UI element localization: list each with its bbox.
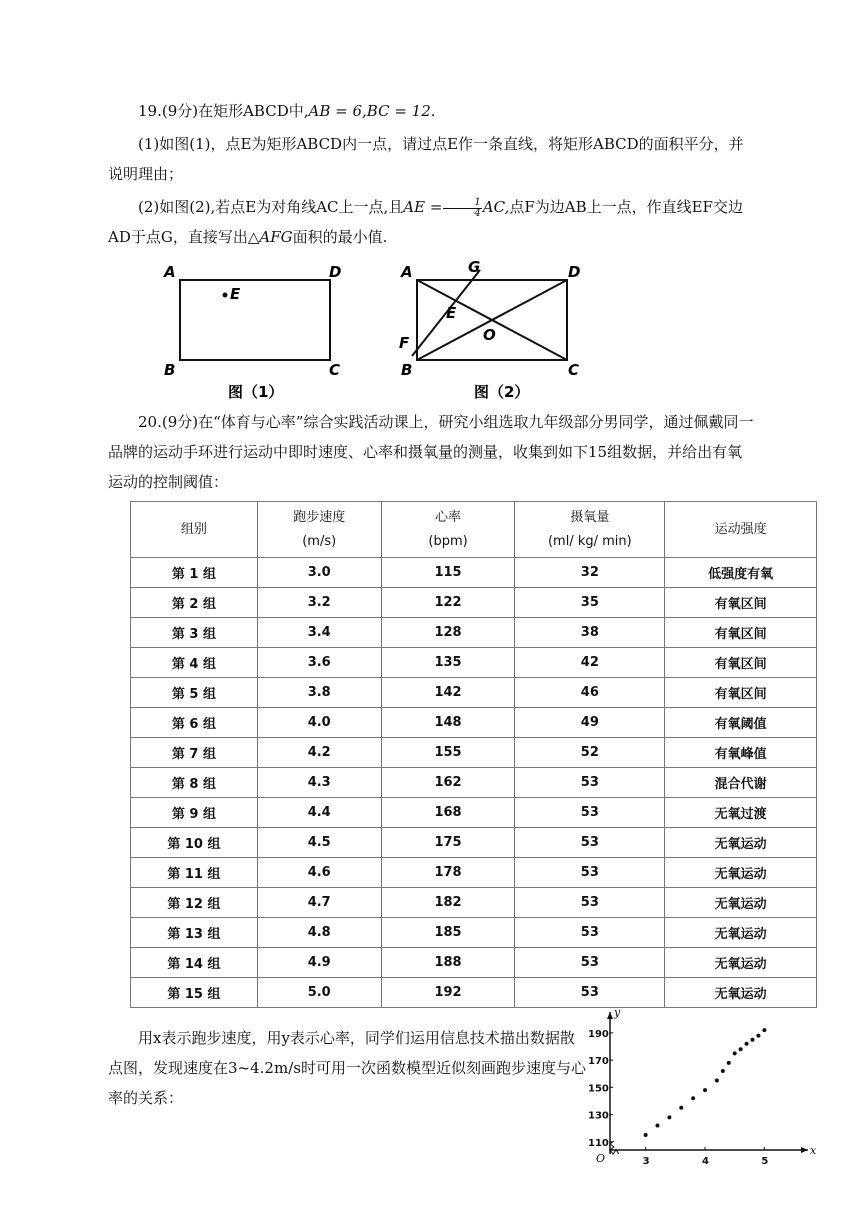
table-cell: 178: [381, 858, 515, 888]
table-cell: 38: [515, 618, 665, 648]
q19-part2-fraction: [443, 198, 481, 219]
table-cell: 第 5 组: [131, 678, 258, 708]
label-e: E: [230, 285, 241, 303]
table-cell: 53: [515, 888, 665, 918]
y-tick-label: 130: [588, 1110, 609, 1122]
table-cell: 无氧运动: [665, 888, 817, 918]
header-heart-rate: [381, 502, 515, 558]
table-cell: 5.0: [257, 978, 381, 1008]
label-a: A: [401, 263, 413, 281]
table-cell: 53: [515, 978, 665, 1008]
table-cell: 42: [515, 648, 665, 678]
fraction-denominator: 4: [474, 207, 481, 219]
table-cell: 有氧峰值: [665, 738, 817, 768]
header-oxygen: [515, 502, 665, 558]
data-point: [727, 1061, 731, 1065]
label-g: G: [468, 258, 481, 276]
table-cell: 4.8: [257, 918, 381, 948]
point-e: [223, 293, 228, 298]
data-point: [733, 1051, 737, 1055]
table-cell: 53: [515, 858, 665, 888]
table-row: [131, 588, 817, 618]
table-cell: 第 8 组: [131, 768, 258, 798]
label-e: E: [446, 304, 457, 322]
data-point: [721, 1069, 725, 1073]
table-body: [131, 558, 817, 1008]
table-cell: 185: [381, 918, 515, 948]
label-o: O: [483, 326, 496, 344]
header-intensity-label: 运动强度: [714, 521, 767, 537]
table-cell: 4.7: [257, 888, 381, 918]
table-row: [131, 978, 817, 1008]
table-cell: 第 7 组: [131, 738, 258, 768]
label-a: A: [164, 263, 176, 281]
table-row: [131, 648, 817, 678]
x-tick-label: 4: [702, 1156, 709, 1167]
table-cell: 115: [381, 558, 515, 588]
table-cell: 122: [381, 588, 515, 618]
table-cell: 无氧运动: [665, 918, 817, 948]
figure-1: [160, 258, 360, 403]
table-cell: 182: [381, 888, 515, 918]
table-cell: 有氧阈值: [665, 708, 817, 738]
data-point: [756, 1034, 760, 1038]
scatter-chart: [582, 1006, 817, 1172]
y-tick-label: 150: [588, 1083, 609, 1095]
table-cell: 第 3 组: [131, 618, 258, 648]
table-row: [131, 828, 817, 858]
table-row: [131, 768, 817, 798]
table-cell: 53: [515, 948, 665, 978]
table-row: [131, 678, 817, 708]
table-row: [131, 618, 817, 648]
table-cell: 49: [515, 708, 665, 738]
q19-part2: [108, 192, 756, 252]
table-cell: 3.8: [257, 678, 381, 708]
table-cell: 188: [381, 948, 515, 978]
table-cell: 192: [381, 978, 515, 1008]
q20-intro: 20.(9分)在“体育与心率”综合实践活动课上，研究小组选取九年级部分男同学，通过佩戴同一品牌的运动手环进行运动中即时速度、心率和摄氧量的测量，收集到如下15组数据，并给出有氧运动的控制阈值：: [108, 413, 754, 491]
table-row: [131, 888, 817, 918]
table-header-row: [131, 502, 817, 558]
table-cell: 第 11 组: [131, 858, 258, 888]
label-d: D: [568, 263, 581, 281]
label-c: C: [568, 361, 580, 379]
table-row: [131, 798, 817, 828]
header-intensity: [665, 502, 817, 558]
label-f: F: [399, 334, 410, 352]
table-cell: 第 9 组: [131, 798, 258, 828]
q20-outro: 用x表示跑步速度，用y表示心率，同学们运用信息技术描出数据散点图，发现速度在3~4.2m/s时可用一次函数模型近似刻画跑步速度与心率的关系：: [108, 1029, 586, 1107]
table-cell: 3.2: [257, 588, 381, 618]
q19-part2-text-a: (2)如图(2),若点E为对角线AC上一点,且: [138, 198, 404, 216]
table-cell: 4.5: [257, 828, 381, 858]
table-cell: 175: [381, 828, 515, 858]
q19-title-prefix: 19.(9分)在矩形ABCD中,: [138, 102, 309, 120]
table-cell: 4.4: [257, 798, 381, 828]
table-cell: 第 14 组: [131, 948, 258, 978]
y-tick-label: 170: [588, 1056, 609, 1068]
table-cell: 有氧区间: [665, 588, 817, 618]
label-d: D: [329, 263, 342, 281]
table-cell: 4.3: [257, 768, 381, 798]
table-cell: 有氧区间: [665, 648, 817, 678]
table-cell: 168: [381, 798, 515, 828]
x-tick-label: 5: [761, 1156, 769, 1167]
table-row: [131, 558, 817, 588]
data-point: [667, 1115, 671, 1119]
x-axis-arrow: [801, 1147, 808, 1153]
table-cell: 4.2: [257, 738, 381, 768]
figure-2: [390, 258, 600, 403]
y-tick-label: 110: [588, 1137, 609, 1149]
table-cell: 无氧过渡: [665, 798, 817, 828]
header-speed-unit: (m/s): [302, 533, 337, 549]
table-cell: 低强度有氧: [665, 558, 817, 588]
table-cell: 53: [515, 768, 665, 798]
data-point: [656, 1123, 660, 1127]
table-cell: 第 12 组: [131, 888, 258, 918]
header-speed-label: 跑步速度: [293, 509, 346, 525]
data-point: [679, 1106, 683, 1110]
x-tick-label: 3: [642, 1156, 650, 1167]
y-tick-label: 190: [588, 1028, 609, 1040]
table-cell: 无氧运动: [665, 858, 817, 888]
table-cell: 32: [515, 558, 665, 588]
table-row: [131, 948, 817, 978]
table-cell: 148: [381, 708, 515, 738]
data-point: [691, 1096, 695, 1100]
label-c: C: [329, 361, 341, 379]
data-point: [644, 1133, 648, 1137]
table-cell: 第 1 组: [131, 558, 258, 588]
q19-part2-triangle: △AFG: [247, 228, 293, 246]
header-heart-rate-label: 心率: [435, 509, 462, 525]
table-cell: 3.0: [257, 558, 381, 588]
header-speed: [257, 502, 381, 558]
table-cell: 第 4 组: [131, 648, 258, 678]
figure-2-caption: 图（2）: [474, 383, 530, 401]
data-point: [745, 1042, 749, 1046]
table-cell: 53: [515, 918, 665, 948]
table-cell: 4.9: [257, 948, 381, 978]
header-group-label: 组别: [180, 521, 207, 537]
table-cell: 52: [515, 738, 665, 768]
data-point: [703, 1088, 707, 1092]
table-cell: 第 10 组: [131, 828, 258, 858]
q19-part2-ac: AC,: [482, 198, 510, 216]
table-cell: 135: [381, 648, 515, 678]
table-cell: 第 6 组: [131, 708, 258, 738]
y-axis-label: y: [614, 1006, 621, 1019]
table-row: [131, 738, 817, 768]
table-cell: 4.6: [257, 858, 381, 888]
data-point: [751, 1038, 755, 1042]
q19-title-math: AB = 6,BC = 12.: [308, 102, 436, 120]
table-cell: 第 13 组: [131, 918, 258, 948]
y-axis-arrow: [607, 1012, 613, 1019]
table-row: [131, 708, 817, 738]
table-cell: 3.4: [257, 618, 381, 648]
data-point: [762, 1028, 766, 1032]
figure-1-caption: 图（1）: [228, 383, 284, 401]
header-oxygen-label: 摄氧量: [570, 509, 610, 525]
table-cell: 有氧区间: [665, 618, 817, 648]
header-oxygen-unit: (ml/ kg/ min): [547, 533, 632, 549]
fraction-numerator: 1: [443, 198, 481, 209]
header-heart-rate-unit: (bpm): [428, 533, 468, 549]
table-cell: 3.6: [257, 648, 381, 678]
table-row: [131, 858, 817, 888]
table-cell: 35: [515, 588, 665, 618]
header-group: [131, 502, 258, 558]
table-cell: 4.0: [257, 708, 381, 738]
table-cell: 无氧运动: [665, 978, 817, 1008]
table-cell: 53: [515, 828, 665, 858]
rectangle-abcd: [180, 280, 330, 360]
data-point: [739, 1047, 743, 1051]
table-cell: 第 15 组: [131, 978, 258, 1008]
table-cell: 142: [381, 678, 515, 708]
table-cell: 128: [381, 618, 515, 648]
data-point: [715, 1079, 719, 1083]
table-cell: 155: [381, 738, 515, 768]
q19-part2-text-c: 面积的最小值.: [292, 228, 388, 246]
table-cell: 46: [515, 678, 665, 708]
origin-label: O: [596, 1152, 606, 1165]
table-cell: 有氧区间: [665, 678, 817, 708]
label-b: B: [164, 361, 176, 379]
label-b: B: [401, 361, 413, 379]
table-cell: 无氧运动: [665, 828, 817, 858]
table-cell: 53: [515, 798, 665, 828]
q19-title: [108, 96, 756, 126]
table-cell: 162: [381, 768, 515, 798]
table-cell: 第 2 组: [131, 588, 258, 618]
q19-part2-text-b: 点F为边AB上一点，作直线EF交边AD于点G，直接写出: [108, 198, 743, 246]
q19-part1: (1)如图(1)，点E为矩形ABCD内一点，请过点E作一条直线，将矩形ABCD的面积平分，并说明理由；: [108, 135, 744, 183]
table-cell: 混合代谢: [665, 768, 817, 798]
q19-part2-ae: AE =: [403, 198, 443, 216]
x-axis-label: x: [810, 1144, 817, 1157]
table-row: [131, 918, 817, 948]
table-cell: 无氧运动: [665, 948, 817, 978]
data-table: [130, 501, 817, 1008]
